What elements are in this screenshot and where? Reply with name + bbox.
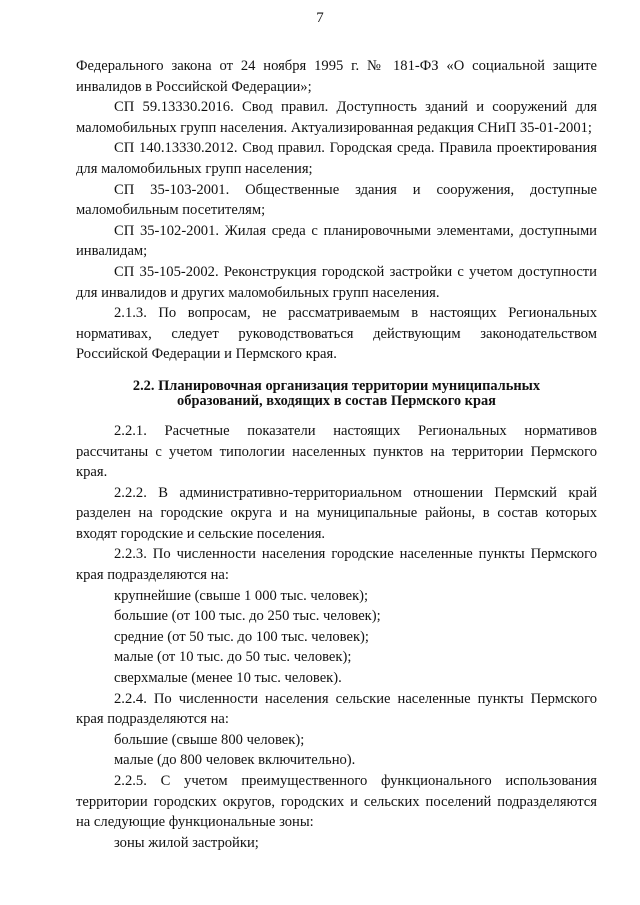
paragraph: СП 140.13330.2012. Свод правил. Городская среда. Правила проектирования для маломобильных групп населения;: [76, 140, 597, 177]
list-item: крупнейшие (свыше 1 000 тыс. человек);: [114, 587, 369, 604]
paragraph: 2.2.2. В административно-территориальном отношении Пермский край разделен на городские округа и на муниципальные районы, в состав которых входят городские и сельские поселения.: [76, 484, 597, 542]
list-item: средние (от 50 тыс. до 100 тыс. человек);: [114, 628, 369, 645]
page-number: 7: [316, 10, 324, 26]
paragraph: СП 35-103-2001. Общественные здания и сооружения, доступные маломобильным посетителям;: [76, 181, 597, 219]
paragraph: Федерального закона от 24 ноября 1995 г. № 181-ФЗ «О социальной защите инвалидов в Российской Федерации»;: [76, 58, 597, 95]
paragraph: СП 35-102-2001. Жилая среда с планировочными элементами, доступными инвалидам;: [76, 222, 597, 260]
list-item: зоны жилой застройки;: [114, 834, 259, 851]
section-heading-line: образований, входящих в состав Пермского края: [177, 392, 496, 409]
paragraph: 2.2.5. С учетом преимущественного функционального использования территории городских округов, городских и сельских поселений подразделяются на следующие функциональные зоны:: [76, 773, 597, 831]
paragraph: 2.2.4. По численности населения сельские населенные пункты Пермского края подразделяются на:: [76, 690, 597, 728]
section-heading: [76, 379, 597, 409]
section-heading-line: 2.2. Планировочная организация территории муниципальных: [132, 377, 541, 394]
paragraph: СП 35-105-2002. Реконструкция городской застройки с учетом доступности для инвалидов и других маломобильных групп населения.: [76, 263, 597, 301]
list-item: большие (свыше 800 человек);: [114, 731, 305, 748]
paragraph: 2.2.1. Расчетные показатели настоящих Региональных нормативов рассчитаны с учетом типологии населенных пунктов на территории Пермского края.: [76, 422, 597, 481]
document-body: [76, 56, 597, 853]
list-item: малые (до 800 человек включительно).: [114, 752, 356, 769]
list-item: большие (от 100 тыс. до 250 тыс. человек);: [114, 608, 381, 625]
list-item: малые (от 10 тыс. до 50 тыс. человек);: [114, 649, 352, 666]
list-item: сверхмалые (менее 10 тыс. человек).: [114, 670, 342, 687]
paragraph: 2.2.3. По численности населения городские населенные пункты Пермского края подразделяются на:: [76, 546, 597, 584]
paragraph: СП 59.13330.2016. Свод правил. Доступность зданий и сооружений для маломобильных групп населения. Актуализированная редакция СНиП 35-01-2001;: [76, 99, 597, 136]
paragraph: 2.1.3. По вопросам, не рассматриваемым в настоящих Региональных нормативах, следует руководствоваться действующим законодательством Российской Федерации и Пермского края.: [76, 305, 597, 363]
